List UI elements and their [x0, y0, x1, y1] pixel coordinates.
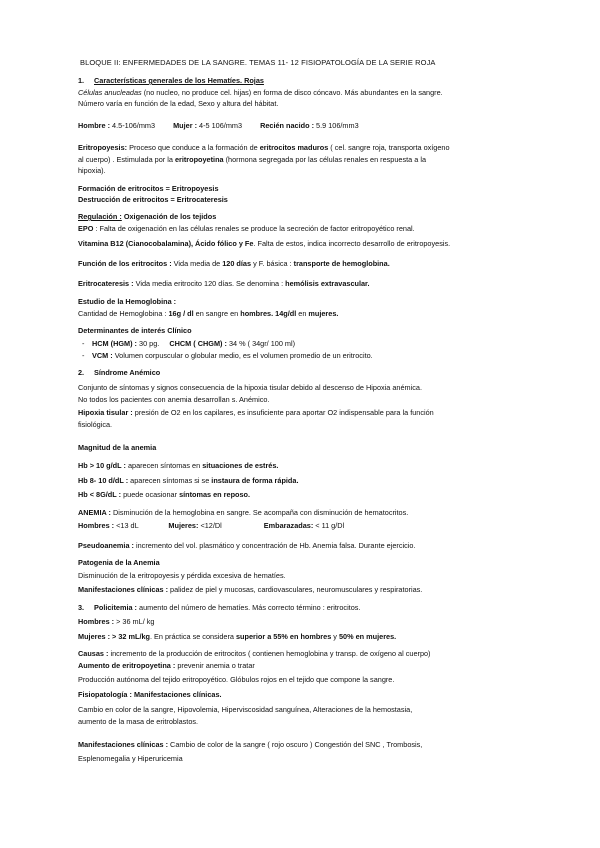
- section-2-line-1: Conjunto de síntomas y signos consecuencia de la hipoxia tisular debido al descenso de Hipoxia anémica.: [78, 383, 422, 392]
- hipoxia-line-2: fisiológica.: [78, 420, 113, 429]
- vitamins-line: Vitamina B12 (Cianocobalamina), Ácido fólico y Fe. Falta de estos, indica incorrecto desarrollo de eritropoyesis.: [78, 239, 451, 248]
- manifestations-line: Manifestaciones clínicas : palidez de piel y mucosas, cardiovasculares, neuromusculares y respiratorias.: [78, 585, 423, 594]
- eritropoyesis-def-2: al cuerpo) . Estimulada por la eritropoyetina (hormona segregada por las células renales en respuesta a la: [78, 155, 427, 164]
- eritropoyesis-def: Eritropoyesis: Proceso que conduce a la formación de eritrocitos maduros ( cel. sangre roja, transporta oxígeno: [78, 143, 450, 152]
- causes-line: Causas : incremento de la producción de eritrocitos ( contienen hemoglobina y transp. de oxígeno al cuerpo): [78, 649, 431, 658]
- pathogenesis-heading: Patogenia de la Anemia: [78, 558, 160, 567]
- eritropoyetina-line: Aumento de eritropoyetina : prevenir anemia o tratar: [78, 661, 255, 670]
- pathogenesis-line: Disminución de la eritropoyesis y pérdida excesiva de hematíes.: [78, 571, 286, 580]
- section-3-heading: 3. Policitemia : aumento del número de hematíes. Más correcto término : eritrocitos.: [78, 603, 361, 612]
- magnitude-1: Hb > 10 g/dL : aparecen síntomas en situaciones de estrés.: [78, 461, 279, 470]
- pseudoanemia-line: Pseudoanemia : incremento del vol. plasmático y concentración de Hb. Anemia falsa. Durante ejercicio.: [78, 541, 416, 550]
- document-title: BLOQUE II: ENFERMEDADES DE LA SANGRE. TEMAS 11- 12 FISIOPATOLOGÍA DE LA SERIE ROJA: [80, 58, 436, 67]
- physiopathology-line-2: aumento de la masa de eritroblastos.: [78, 717, 199, 726]
- regulation-line: Regulación : Oxigenación de los tejidos: [78, 212, 217, 221]
- function-line: Función de los eritrocitos : Vida media de 120 días y F. básica : transporte de hemoglobina.: [78, 259, 390, 268]
- vcm-item: - VCM : Volumen corpuscular o globular medio, es el volumen promedio de un eritrocito.: [82, 351, 373, 360]
- autonomous-line: Producción autónoma del tejido eritropoyético. Glóbulos rojos en el tejido que compone la sangre.: [78, 675, 395, 684]
- clinical-manifestations: Manifestaciones clínicas : Cambio de color de la sangre ( rojo oscuro ) Congestión del SNC , Trombosis,: [78, 740, 423, 749]
- policitemia-women: Mujeres : > 32 mL/kg. En práctica se considera superior a 55% en hombres y 50% en mujeres.: [78, 632, 397, 641]
- hemoglobin-heading: Estudio de la Hemoglobina :: [78, 297, 177, 306]
- anemia-line: ANEMIA : Disminución de la hemoglobina en sangre. Se acompaña con disminución de hematocritos.: [78, 508, 409, 517]
- destruction-line: Destrucción de eritrocitos = Eritrocateresis: [78, 195, 228, 204]
- section-1-intro: Células anucleadas (no nucleo, no produce cel. hijas) en forma de disco cóncavo. Más abundantes en la sangre.: [78, 88, 443, 97]
- magnitude-3: Hb < 8G/dL : puede ocasionar síntomas en reposo.: [78, 490, 251, 499]
- section-1-heading: 1. Características generales de los Hematíes. Rojas: [78, 76, 264, 85]
- section-1-intro-2: Número varía en función de la edad, Sexo y altura del hábitat.: [78, 99, 279, 108]
- hemoglobin-line: Cantidad de Hemoglobina : 16g / dl en sangre en hombres. 14g/dl en mujeres.: [78, 309, 339, 318]
- hcm-item: - HCM (HGM) : 30 pg. CHCM ( CHGM) : 34 % ( 34gr/ 100 ml): [82, 339, 296, 348]
- formation-line: Formación de eritrocitos = Eritropoyesis: [78, 184, 219, 193]
- epo-line: EPO : Falta de oxigenación en las células renales se produce la secreción de factor eritropoyético renal.: [78, 224, 415, 233]
- hipoxia-line: Hipoxia tisular : presión de O2 en los capilares, es insuficiente para aportar O2 indispensable para la función: [78, 408, 434, 417]
- section-2-line-2: No todos los pacientes con anemia desarrollan s. Anémico.: [78, 395, 270, 404]
- clinical-manifestations-2: Esplenomegalia y Hiperuricemia: [78, 754, 183, 763]
- policitemia-men: Hombres : > 36 mL/ kg: [78, 617, 155, 626]
- magnitude-heading: Magnitud de la anemia: [78, 443, 157, 452]
- eritropoyesis-def-3: hipoxia).: [78, 166, 106, 175]
- physiopathology-heading: Fisiopatología : Manifestaciones clínicas.: [78, 690, 222, 699]
- determinants-heading: Determinantes de interés Clínico: [78, 326, 192, 335]
- hematie-counts-row: Hombre : 4.5-106/mm3 Mujer : 4-5 106/mm3 Recién nacido : 5.9 106/mm3: [78, 121, 359, 130]
- anemia-thresholds-row: Hombres : <13 dL Mujeres: <12/Dl Embarazadas: < 11 g/Dl: [78, 521, 345, 530]
- section-2-heading: 2. Síndrome Anémico: [78, 368, 161, 377]
- eritrocateresis-line: Eritrocateresis : Vida media eritrocito 120 días. Se denomina : hemólisis extravascular.: [78, 279, 370, 288]
- physiopathology-line-1: Cambio en color de la sangre, Hipovolemia, Hiperviscosidad sanguínea, Alteraciones de la hemostasia,: [78, 705, 413, 714]
- magnitude-2: Hb 8- 10 d/dL : aparecen síntomas si se instaura de forma rápida.: [78, 476, 299, 485]
